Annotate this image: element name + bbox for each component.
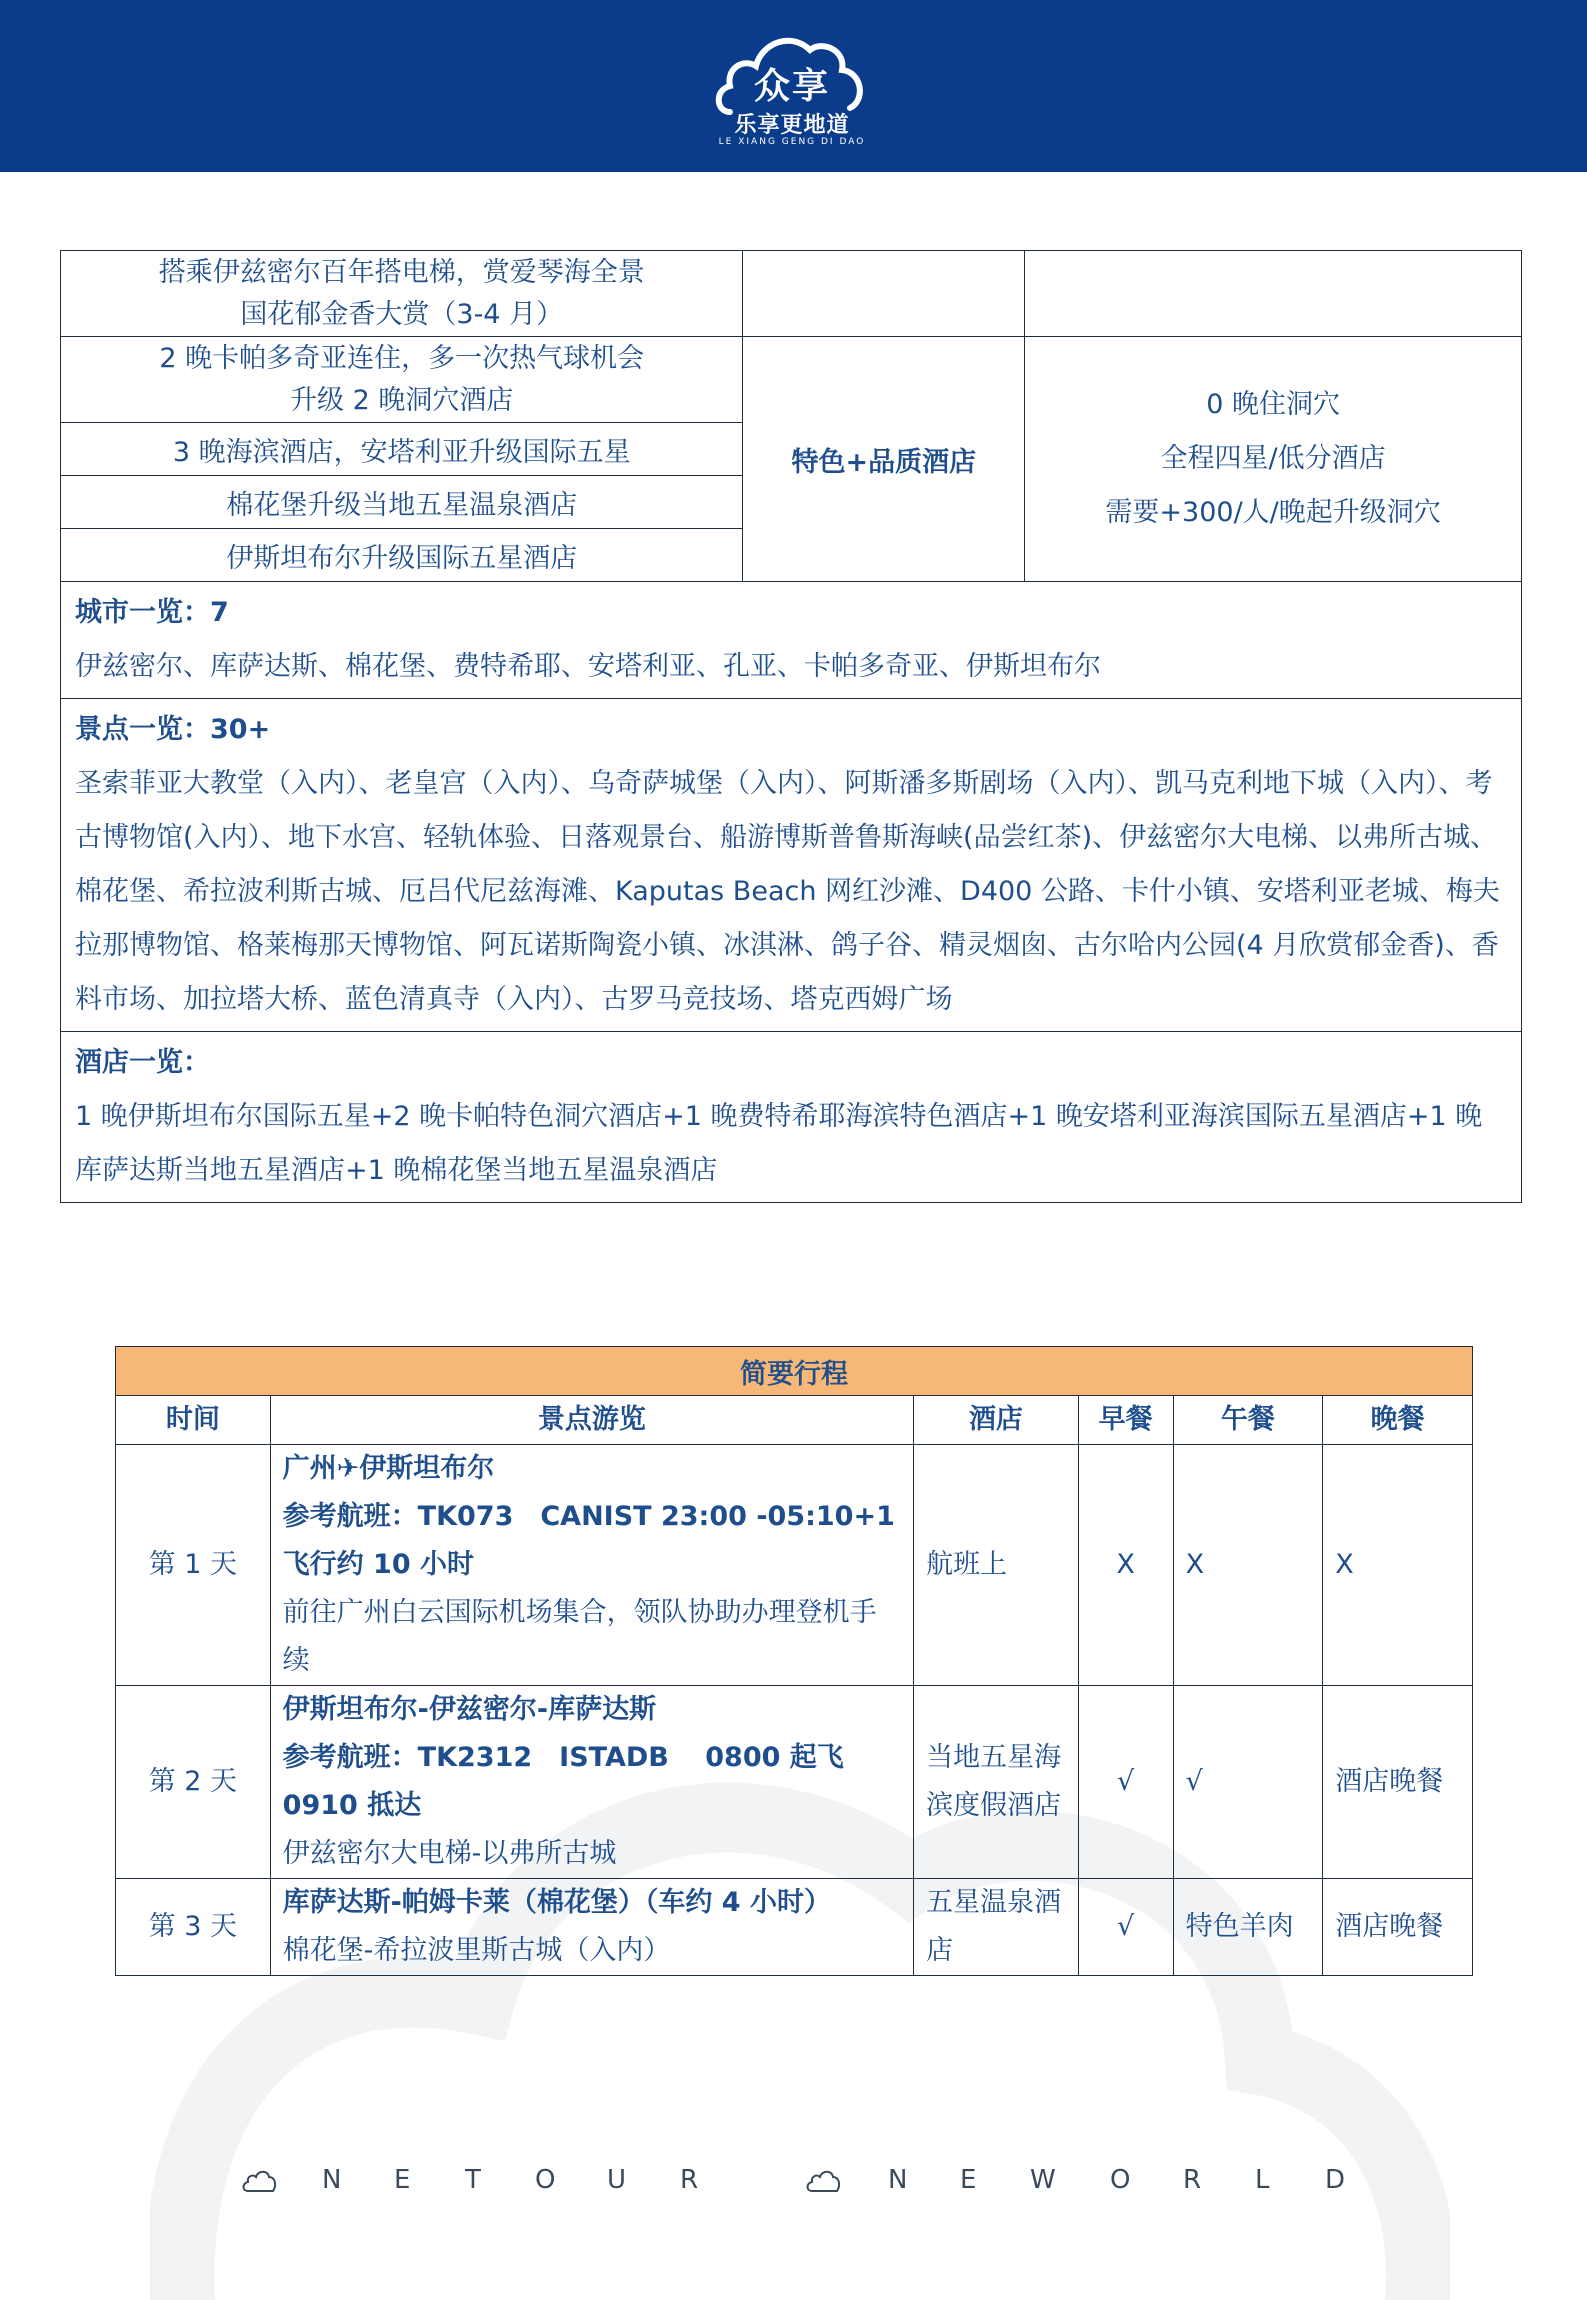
- table-title-row: [116, 1347, 1473, 1396]
- breakfast-cell: X: [1078, 1445, 1173, 1686]
- schedule-bold: 飞行约 10 小时: [282, 1549, 475, 1580]
- footer-letter: E: [960, 2165, 977, 2195]
- page-header: [0, 0, 1587, 172]
- lunch-cell: X: [1173, 1445, 1323, 1686]
- feature-text: 2 晚卡帕多奇亚连住，多一次热气球机会: [159, 342, 645, 374]
- table-row: [116, 1686, 1473, 1879]
- table-header-row: [116, 1396, 1473, 1445]
- logo-name: 众享: [753, 66, 830, 107]
- lunch-cell: √: [1173, 1686, 1323, 1879]
- itinerary-title: 简要行程: [116, 1347, 1473, 1396]
- footer-letter: L: [1255, 2165, 1270, 2195]
- brand-logo: [712, 20, 872, 150]
- schedule-cell: [270, 1879, 913, 1976]
- logo-tagline: 乐享更地道: [734, 113, 850, 138]
- dinner-cell: 酒店晚餐: [1323, 1879, 1473, 1976]
- comparison-cell: [1025, 337, 1522, 582]
- table-row: [61, 1032, 1522, 1203]
- column-header: 酒店: [914, 1396, 1079, 1445]
- column-header: 早餐: [1078, 1396, 1173, 1445]
- feature-text: 升级 2 晚洞穴酒店: [290, 384, 514, 416]
- schedule-text: 棉花堡-希拉波里斯古城（入内）: [282, 1935, 671, 1966]
- footer-letter: O: [535, 2165, 556, 2195]
- column-header: 景点游览: [270, 1396, 913, 1445]
- lunch-cell: 特色羊肉: [1173, 1879, 1323, 1976]
- table-row: [61, 699, 1522, 1032]
- feature-cell: 棉花堡升级当地五星温泉酒店: [61, 476, 743, 529]
- cloud-icon: [806, 2169, 842, 2195]
- footer-letter: N: [888, 2165, 908, 2195]
- hotel-cell: 当地五星海滨度假酒店: [914, 1686, 1079, 1879]
- feature-cell: [61, 337, 743, 423]
- empty-cell: [743, 251, 1025, 337]
- cloud-icon: [242, 2169, 278, 2195]
- comparison-text: 0 晚住洞穴: [1206, 389, 1340, 420]
- dinner-cell: X: [1323, 1445, 1473, 1686]
- feature-category: 特色+品质酒店: [743, 337, 1025, 582]
- hotel-feature-table: [60, 250, 1522, 1203]
- column-header: 晚餐: [1323, 1396, 1473, 1445]
- breakfast-cell: √: [1078, 1879, 1173, 1976]
- table-row: [116, 1879, 1473, 1976]
- logo-pinyin: LE XIANG GENG DI DAO: [718, 137, 866, 147]
- dinner-cell: 酒店晚餐: [1323, 1686, 1473, 1879]
- footer-letter: R: [680, 2165, 699, 2195]
- hotels-text: 1 晚伊斯坦布尔国际五星+2 晚卡帕特色洞穴酒店+1 晚费特希耶海滨特色酒店+1 晚安塔利亚海滨国际五星酒店+1 晚库萨达斯当地五星酒店+1 晚棉花堡当地五星温泉酒店: [75, 1101, 1483, 1186]
- table-row: [61, 251, 1522, 337]
- footer-letter: R: [1183, 2165, 1202, 2195]
- cities-label: 城市一览：7: [75, 597, 229, 628]
- feature-text: 国花郁金香大赏（3-4 月）: [240, 298, 564, 330]
- footer-letter: U: [607, 2165, 627, 2195]
- schedule-cell: [270, 1445, 913, 1686]
- table-row: [116, 1445, 1473, 1686]
- schedule-bold: 0910 抵达: [282, 1790, 422, 1821]
- column-header: 午餐: [1173, 1396, 1323, 1445]
- hotel-cell: 航班上: [914, 1445, 1079, 1686]
- footer-letter: N: [322, 2165, 342, 2195]
- page-footer: [0, 2165, 1587, 2205]
- footer-letter: W: [1030, 2165, 1056, 2195]
- feature-cell: 3 晚海滨酒店，安塔利亚升级国际五星: [61, 423, 743, 476]
- schedule-bold: 库萨达斯-帕姆卡莱（棉花堡）（车约 4 小时）: [282, 1887, 831, 1918]
- schedule-bold: 伊斯坦布尔-伊兹密尔-库萨达斯: [282, 1694, 657, 1725]
- sights-label: 景点一览：30+: [75, 714, 271, 745]
- footer-letter: O: [1110, 2165, 1131, 2195]
- cities-text: 伊兹密尔、库萨达斯、棉花堡、费特希耶、安塔利亚、孔亚、卡帕多奇亚、伊斯坦布尔: [75, 651, 1101, 682]
- hotels-label: 酒店一览：: [75, 1047, 210, 1078]
- schedule-text: 前往广州白云国际机场集合，领队协助办理登机手续: [282, 1597, 877, 1676]
- schedule-bold: 参考航班：TK073 CANIST 23:00 -05:10+1: [282, 1501, 895, 1532]
- empty-cell: [1025, 251, 1522, 337]
- column-header: 时间: [116, 1396, 271, 1445]
- comparison-text: 全程四星/低分酒店: [1160, 443, 1386, 474]
- sights-text: 圣索菲亚大教堂（入内）、老皇宫（入内）、乌奇萨城堡（入内）、阿斯潘多斯剧场（入内）、凯马克利地下城（入内）、考古博物馆(入内）、地下水宫、轻轨体验、日落观景台、船游博斯普鲁斯海峡(品尝红茶)、伊兹密尔大电梯、以弗所古城、棉花堡、希拉波利斯古城、厄吕代尼兹海滩、Kaputas Beach 网红沙滩、D400 公路、卡什小镇、安塔利亚老城、梅夫拉那博物馆、格莱梅那天博物馆、阿瓦诺斯陶瓷小镇、冰淇淋、鸽子谷、精灵烟囱、古尔哈内公园(4 月欣赏郁金香)、香料市场、加拉塔大桥、蓝色清真寺（入内）、古罗马竞技场、塔克西姆广场: [75, 768, 1500, 1015]
- feature-text: 搭乘伊兹密尔百年搭电梯，赏爱琴海全景: [158, 256, 645, 288]
- day-label: 第 3 天: [116, 1879, 271, 1976]
- cities-cell: [61, 582, 1522, 699]
- day-label: 第 2 天: [116, 1686, 271, 1879]
- day-label: 第 1 天: [116, 1445, 271, 1686]
- sights-cell: [61, 699, 1522, 1032]
- feature-cell: 伊斯坦布尔升级国际五星酒店: [61, 529, 743, 582]
- feature-cell: [61, 251, 743, 337]
- footer-letter: T: [465, 2165, 481, 2195]
- comparison-text: 需要+300/人/晚起升级洞穴: [1105, 497, 1441, 528]
- hotels-cell: [61, 1032, 1522, 1203]
- breakfast-cell: √: [1078, 1686, 1173, 1879]
- table-row: [61, 582, 1522, 699]
- schedule-text: 伊兹密尔大电梯-以弗所古城: [282, 1838, 617, 1869]
- schedule-bold: 广州✈伊斯坦布尔: [282, 1453, 495, 1484]
- schedule-bold: 参考航班：TK2312 ISTADB 0800 起飞: [282, 1742, 844, 1773]
- schedule-cell: [270, 1686, 913, 1879]
- footer-letter: E: [394, 2165, 411, 2195]
- table-row: [61, 337, 1522, 423]
- footer-letter: D: [1325, 2165, 1346, 2195]
- itinerary-table: [115, 1346, 1473, 1976]
- hotel-cell: 五星温泉酒店: [914, 1879, 1079, 1976]
